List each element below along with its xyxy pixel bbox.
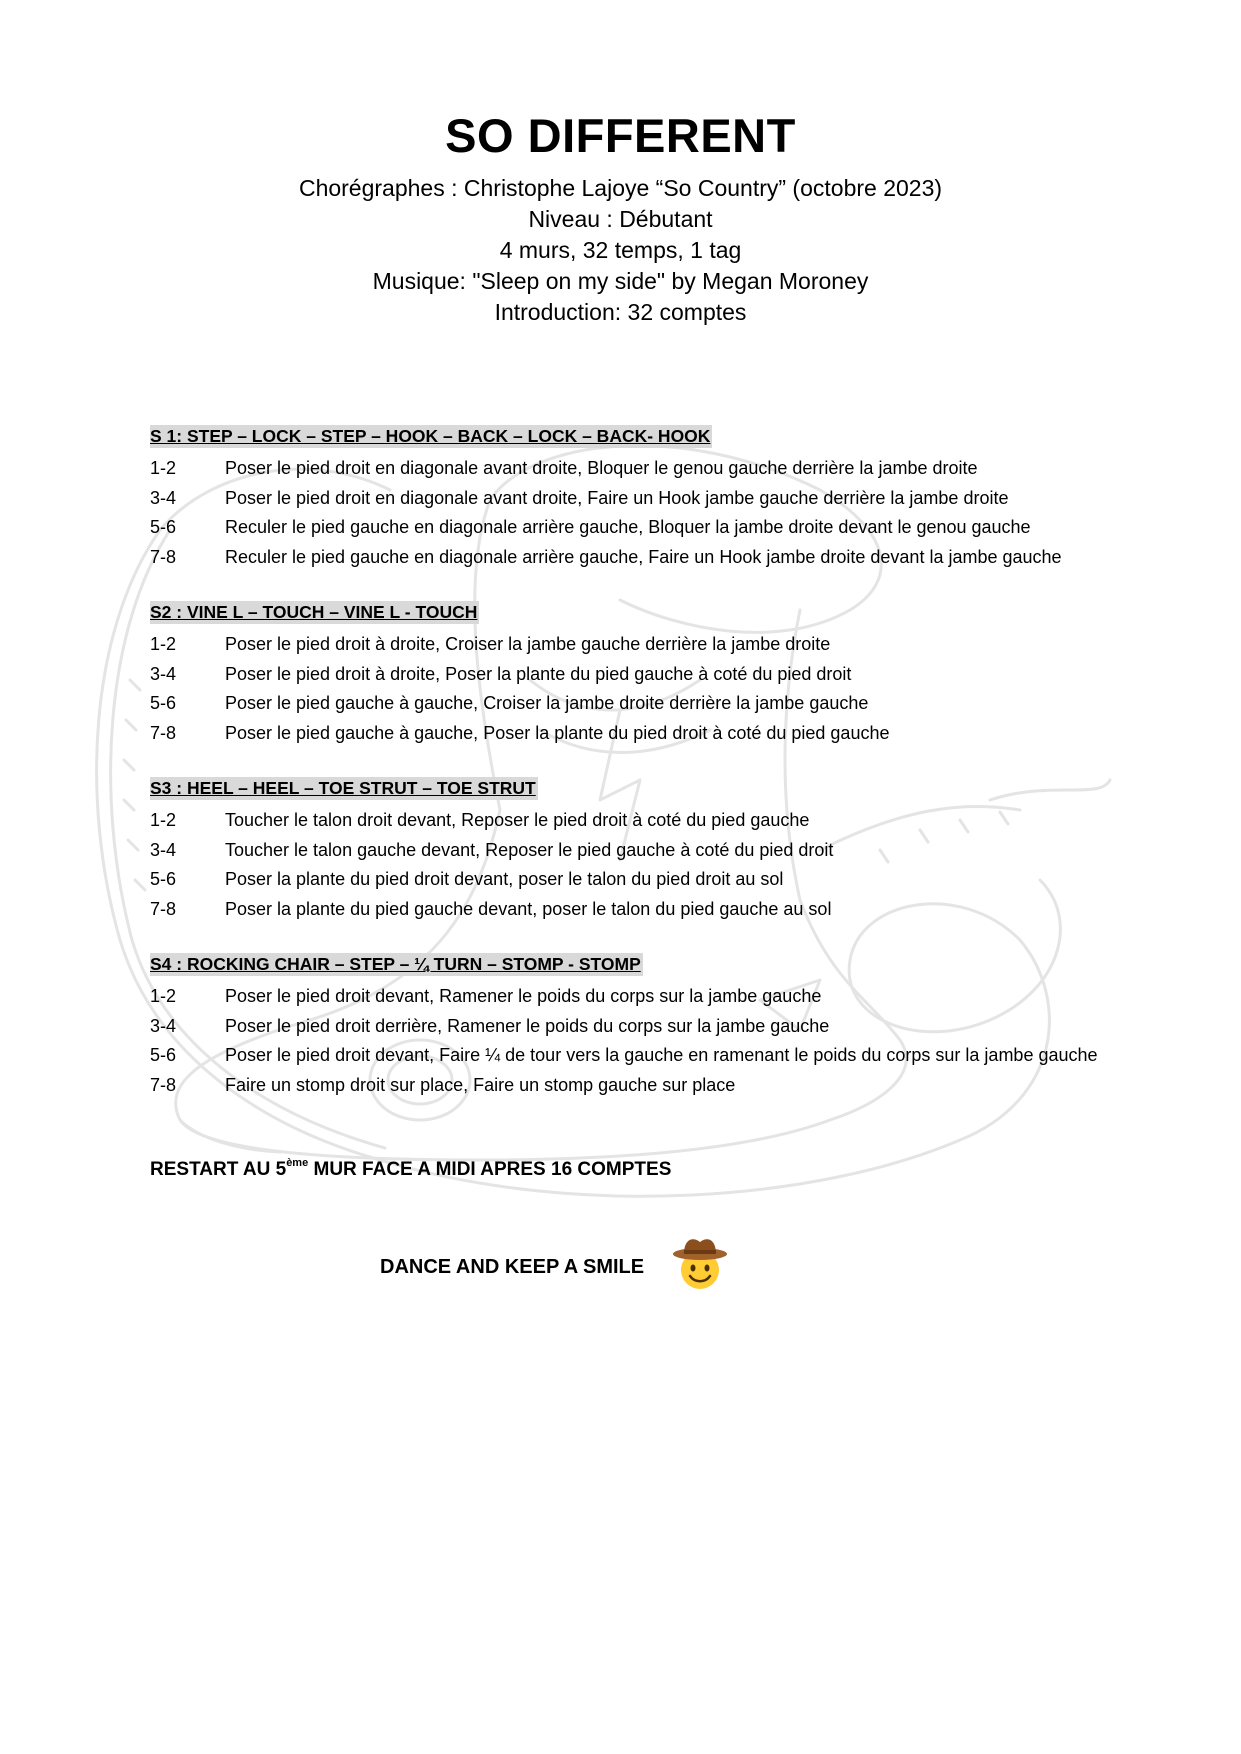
step-count: 7-8 — [150, 898, 177, 919]
step-text: Toucher le talon droit devant, Reposer le pied droit à coté du pied gauche — [225, 810, 810, 830]
restart-text-before: RESTART AU 5 — [150, 1159, 287, 1180]
step-count: 3-4 — [150, 663, 177, 684]
step-text: Poser le pied gauche à gauche, Croiser la jambe droite derrière la jambe gauche — [225, 693, 869, 713]
step-text: Poser le pied droit devant, Faire ¼ de tour vers la gauche en ramenant le poids du corps sur la jambe gauche — [225, 1045, 1098, 1065]
choreographers-line: Chorégraphes : Christophe Lajoye “So Country” (octobre 2023) — [298, 175, 943, 201]
step-row — [150, 689, 1160, 719]
step-text: Poser le pied droit en diagonale avant droite, Faire un Hook jambe gauche derrière la jambe droite — [225, 487, 1009, 508]
step-count: 3-4 — [150, 839, 177, 860]
section-heading: S3 : HEEL – HEEL – TOE STRUT – TOE STRUT — [150, 778, 536, 798]
step-text: Reculer le pied gauche en diagonale arrière gauche, Faire un Hook jambe droite devant la jambe gauche — [225, 546, 1062, 567]
step-count: 5-6 — [150, 517, 177, 537]
step-row — [150, 806, 1160, 836]
closing-line — [380, 1240, 730, 1294]
step-count: 5-6 — [150, 1045, 177, 1065]
section-2 — [150, 601, 1160, 748]
step-text: Poser la plante du pied droit devant, poser le talon du pied droit au sol — [225, 869, 784, 889]
step-text: Poser le pied gauche à gauche, Poser la plante du pied droit à coté du pied gauche — [225, 722, 890, 743]
step-count: 1-2 — [150, 986, 177, 1006]
step-text: Poser le pied droit à droite, Croiser la jambe gauche derrière la jambe droite — [225, 634, 831, 654]
step-row — [150, 836, 1160, 866]
step-count: 7-8 — [150, 1074, 177, 1095]
step-count: 1-2 — [150, 634, 177, 654]
step-row — [150, 1012, 1160, 1042]
step-row — [150, 1041, 1160, 1071]
dance-title: SO DIFFERENT — [445, 109, 796, 162]
step-row — [150, 513, 1160, 543]
step-count: 3-4 — [150, 487, 177, 508]
intro-line: Introduction: 32 comptes — [494, 299, 747, 325]
closing-text: DANCE AND KEEP A SMILE — [380, 1255, 645, 1278]
section-heading: S4 : ROCKING CHAIR – STEP – ¼ TURN – STOMP - STOMP — [150, 954, 641, 974]
step-row — [150, 543, 1160, 573]
step-count: 3-4 — [150, 1015, 177, 1036]
step-text: Reculer le pied gauche en diagonale arrière gauche, Bloquer la jambe droite devant le genou gauche — [225, 517, 1031, 537]
section-1 — [150, 425, 1160, 572]
section-4 — [150, 953, 1160, 1100]
step-sheet — [150, 425, 1160, 1129]
document-header — [0, 105, 1241, 328]
section-heading: S2 : VINE L – TOUCH – VINE L - TOUCH — [150, 602, 478, 622]
restart-superscript: ème — [286, 1157, 309, 1169]
level-line: Niveau : Débutant — [528, 206, 713, 232]
step-text: Toucher le talon gauche devant, Reposer le pied gauche à coté du pied droit — [225, 839, 834, 860]
step-row — [150, 630, 1160, 660]
step-count: 7-8 — [150, 722, 177, 743]
restart-note — [150, 1157, 671, 1181]
cowboy-emoji-icon — [670, 1234, 730, 1294]
restart-text-after: MUR FACE A MIDI APRES 16 COMPTES — [308, 1159, 672, 1180]
walls-line: 4 murs, 32 temps, 1 tag — [499, 237, 742, 263]
step-row — [150, 719, 1160, 749]
step-row — [150, 895, 1160, 925]
step-text: Poser le pied droit en diagonale avant droite, Bloquer le genou gauche derrière la jambe droite — [225, 458, 978, 478]
step-text: Poser le pied droit devant, Ramener le poids du corps sur la jambe gauche — [225, 986, 822, 1006]
music-line: Musique: "Sleep on my side" by Megan Moroney — [372, 268, 869, 294]
step-text: Poser la plante du pied gauche devant, poser le talon du pied gauche au sol — [225, 898, 832, 919]
section-3 — [150, 777, 1160, 924]
step-row — [150, 865, 1160, 895]
step-row — [150, 982, 1160, 1012]
section-heading: S 1: STEP – LOCK – STEP – HOOK – BACK – LOCK – BACK- HOOK — [150, 426, 711, 446]
step-row — [150, 1071, 1160, 1101]
step-count: 5-6 — [150, 693, 177, 713]
step-row — [150, 660, 1160, 690]
step-text: Poser le pied droit derrière, Ramener le poids du corps sur la jambe gauche — [225, 1015, 830, 1036]
step-row — [150, 454, 1160, 484]
step-row — [150, 484, 1160, 514]
step-text: Faire un stomp droit sur place, Faire un stomp gauche sur place — [225, 1074, 736, 1095]
step-count: 7-8 — [150, 546, 177, 567]
step-count: 1-2 — [150, 810, 177, 830]
step-count: 5-6 — [150, 869, 177, 889]
step-text: Poser le pied droit à droite, Poser la plante du pied gauche à coté du pied droit — [225, 663, 852, 684]
step-count: 1-2 — [150, 458, 177, 478]
